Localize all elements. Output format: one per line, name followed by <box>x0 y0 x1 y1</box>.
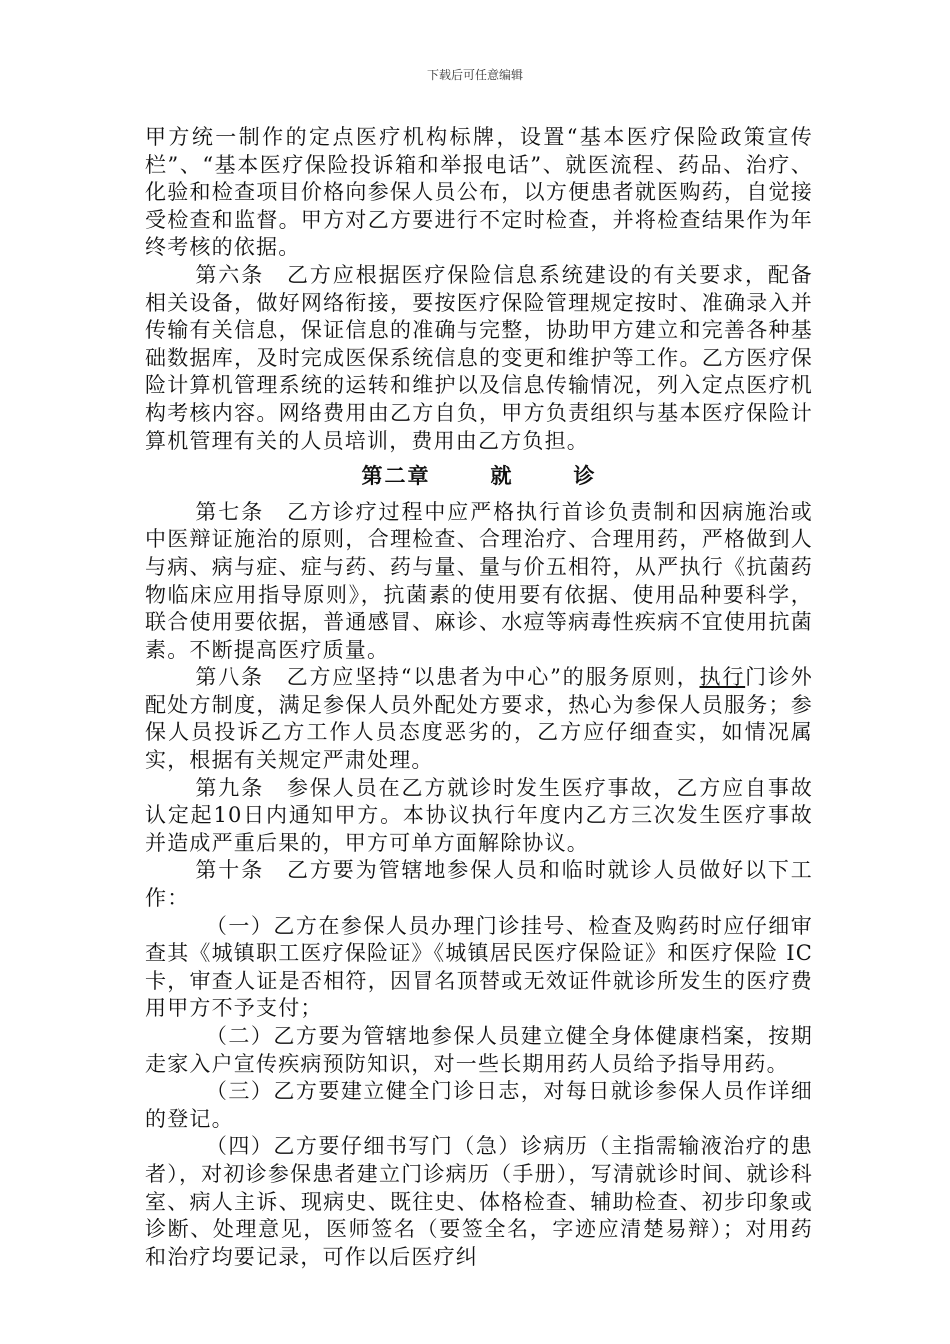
chapter-title-word-1: 就 <box>490 464 514 489</box>
article-8-text-end: 门诊外配处方制度，满足参保人员外配处方要求，热心为参保人员服务；参保人员投诉乙方工作人员态度恶劣的，乙方应仔细查实，如情况属实，根据有关规定严肃处理。 <box>145 665 813 773</box>
article-10: 第十条 乙方要为管辖地参保人员和临时就诊人员做好以下工作： <box>145 858 813 911</box>
article-9: 第九条 参保人员在乙方就诊时发生医疗事故，乙方应自事故认定起10日内通知甲方。本协议执行年度内乙方三次发生医疗事故并造成严重后果的，甲方可单方面解除协议。 <box>145 775 813 855</box>
article-10-item-1: （一）乙方在参保人员办理门诊挂号、检查及购药时应仔细审查其《城镇职工医疗保险证》《城镇居民医疗保险证》和医疗保险 IC 卡，审查人证是否相符，因冒名顶替或无效证件就诊所发生的医疗费用甲方不予支付； <box>145 913 813 1021</box>
article-10-item-3: （三）乙方要建立健全门诊日志，对每日就诊参保人员作详细的登记。 <box>145 1079 813 1131</box>
paragraph-continuation: 甲方统一制作的定点医疗机构标牌，设置“基本医疗保险政策宣传栏”、“基本医疗保险投诉箱和举报电话”、就医流程、药品、治疗、化验和检查项目价格向参保人员公布，以方便患者就医购药，自觉接受检查和监督。甲方对乙方要进行不定时检查，并将检查结果作为年终考核的依据。 <box>145 125 813 260</box>
article-10-item-4: （四）乙方要仔细书写门（急）诊病历（主指需输液治疗的患者），对初诊参保患者建立门诊病历（手册），写清就诊时间、就诊科室、病人主诉、现病史、既往史、体格检查、辅助检查、初步印象或诊断、处理意见，医师签名（要签全名，字迹应清楚易辩）；对用药和治疗均要记录，可作以后医疗纠 <box>145 1134 813 1269</box>
article-8 <box>145 664 813 774</box>
chapter-heading <box>145 463 813 491</box>
article-8-underlined-word: 执行 <box>699 665 746 690</box>
article-7: 第七条 乙方诊疗过程中应严格执行首诊负责制和因病施治或中医辩证施治的原则，合理检查、合理治疗、合理用药，严格做到人与病、病与症、症与药、药与量、量与价五相符，从严执行《抗菌药物临床应用指导原则》，抗菌素的使用要有依据、使用品种要科学，联合使用要依据，普通感冒、麻诊、水痘等病毒性疾病不宜使用抗菌素。不断提高医疗质量。 <box>145 499 813 662</box>
article-10-item-2: （二）乙方要为管辖地参保人员建立健全身体健康档案，按期走家入户宣传疾病预防知识，对一些长期用药人员给予指导用药。 <box>145 1024 813 1076</box>
article-6: 第六条 乙方应根据医疗保险信息系统建设的有关要求，配备相关设备，做好网络衔接，要按医疗保险管理规定按时、准确录入并传输有关信息，保证信息的准确与完整，协助甲方建立和完善各种基础数据库，及时完成医保系统信息的变更和维护等工作。乙方医疗保险计算机管理系统的运转和维护以及信息传输情况，列入定点医疗机构考核内容。网络费用由乙方自负，甲方负责组织与基本医疗保险计算机管理有关的人员培训，费用由乙方负担。 <box>145 262 813 453</box>
chapter-title-word-2: 诊 <box>573 464 597 489</box>
page-header-note: 下载后可任意编辑 <box>426 68 523 82</box>
document-body <box>145 124 813 1271</box>
article-8-text-start: 第八条 乙方应坚持“以患者为中心”的服务原则， <box>195 665 700 690</box>
chapter-number: 第二章 <box>361 464 431 489</box>
